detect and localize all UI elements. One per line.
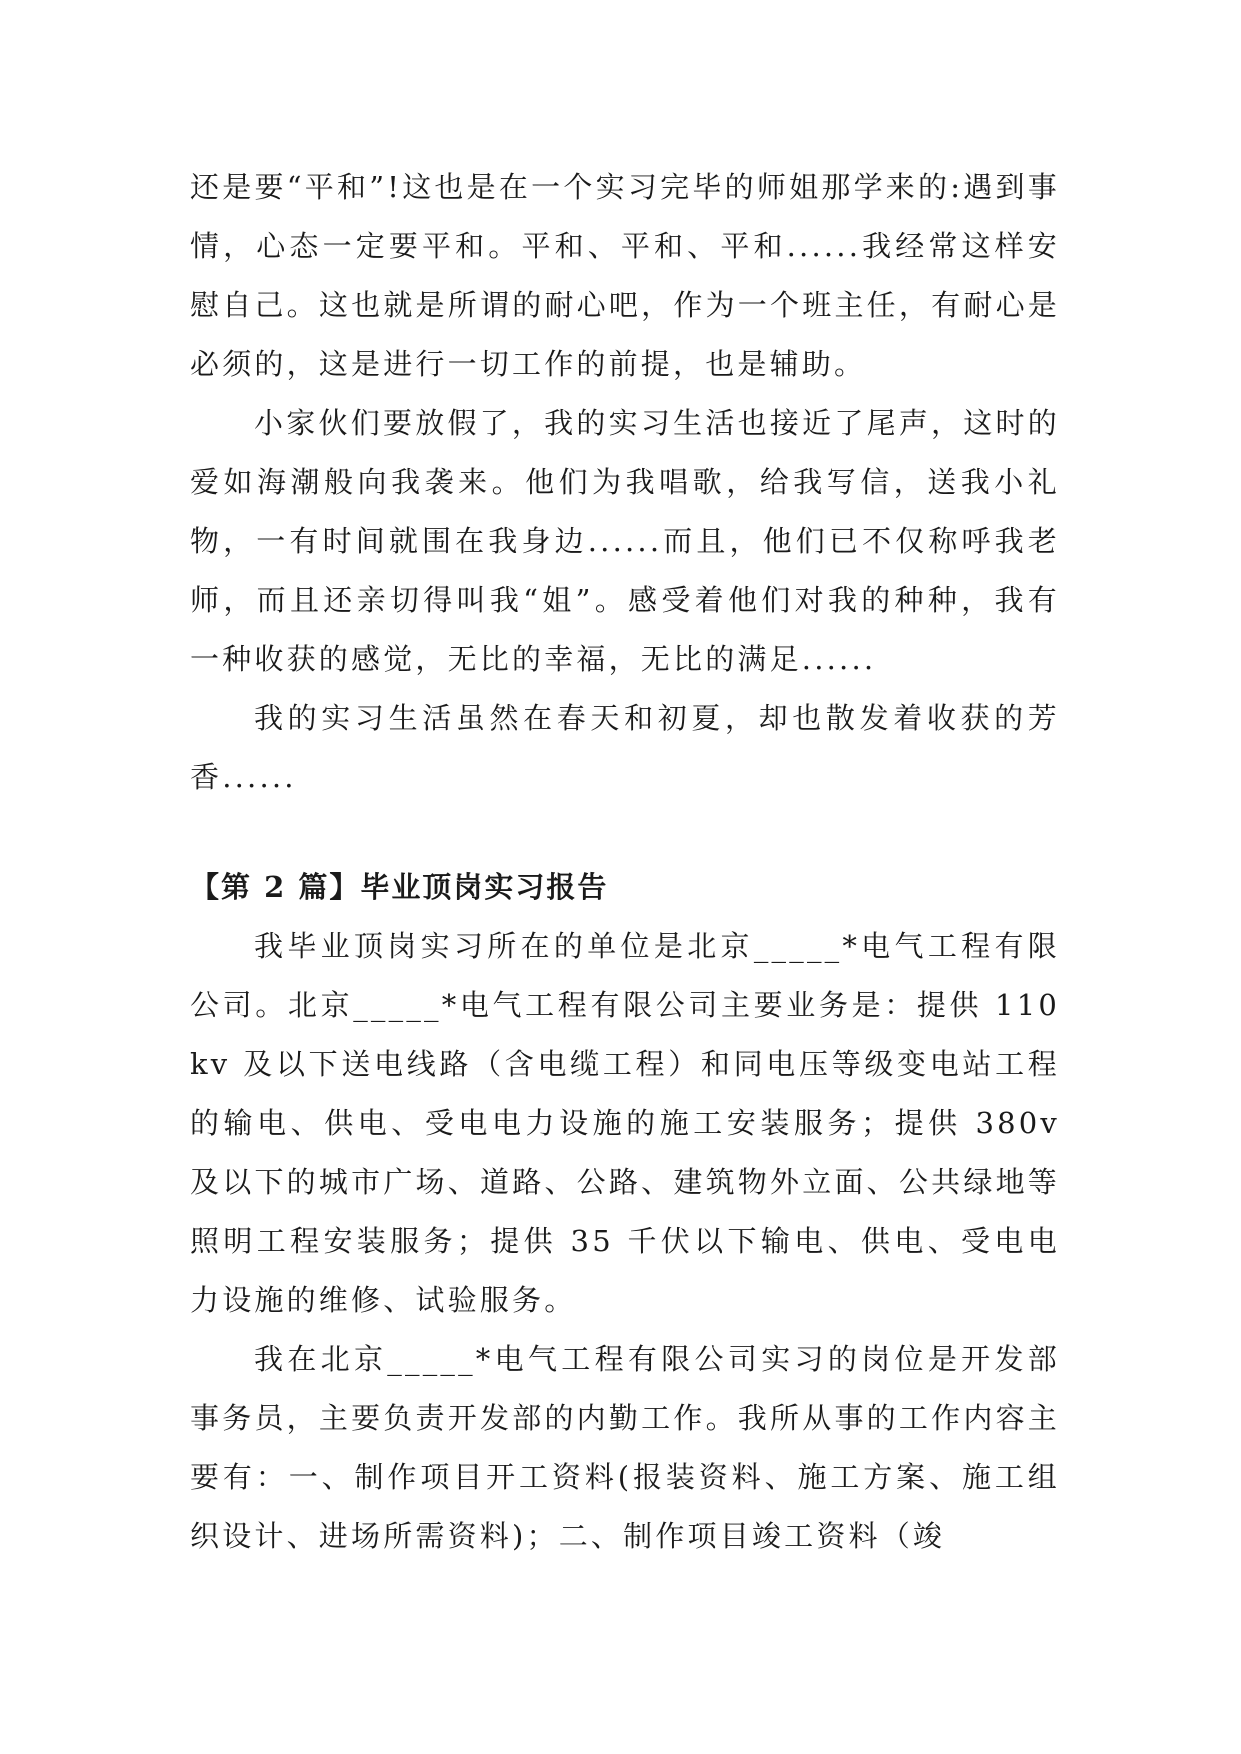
paragraph-company: 我毕业顶岗实习所在的单位是北京_____*电气工程有限公司。北京_____*电气工程有限公司主要业务是：提供 110kv 及以下送电线路（含电缆工程）和同电压等级变电站工程的输电、供电、受电电力设施的施工安装服务；提供 380v 及以下的城市广场、道路、公路、建筑物外立面、公共绿地等照明工程安装服务；提供 35 千伏以下输电、供电、受电电力设施的维修、试验服务。 <box>190 929 1060 1317</box>
paragraph-vacation: 小家伙们要放假了，我的实习生活也接近了尾声，这时的爱如海潮般向我袭来。他们为我唱歌，给我写信，送我小礼物，一有时间就围在我身边......而且，他们已不仅称呼我老师，而且还亲切得叫我“姐”。感受着他们对我的种种，我有一种收获的感觉，无比的幸福，无比的满足...... <box>190 406 1060 676</box>
paragraph-patience: 还是要“平和”!这也是在一个实习完毕的师姐那学来的:遇到事情，心态一定要平和。平和、平和、平和......我经常这样安慰自己。这也就是所谓的耐心吧，作为一个班主任，有耐心是必须的，这是进行一切工作的前提，也是辅助。 <box>190 170 1060 381</box>
paragraph-harvest: 我的实习生活虽然在春天和初夏，却也散发着收获的芳香...... <box>190 701 1060 794</box>
document-page <box>190 158 1060 1566</box>
paragraph-position: 我在北京_____*电气工程有限公司实习的岗位是开发部事务员，主要负责开发部的内勤工作。我所从事的工作内容主要有：一、制作项目开工资料(报装资料、施工方案、施工组织设计、进场所需资料)；二、制作项目竣工资料（竣 <box>190 1342 1060 1553</box>
section-heading: 【第 2 篇】毕业顶岗实习报告 <box>190 870 609 904</box>
